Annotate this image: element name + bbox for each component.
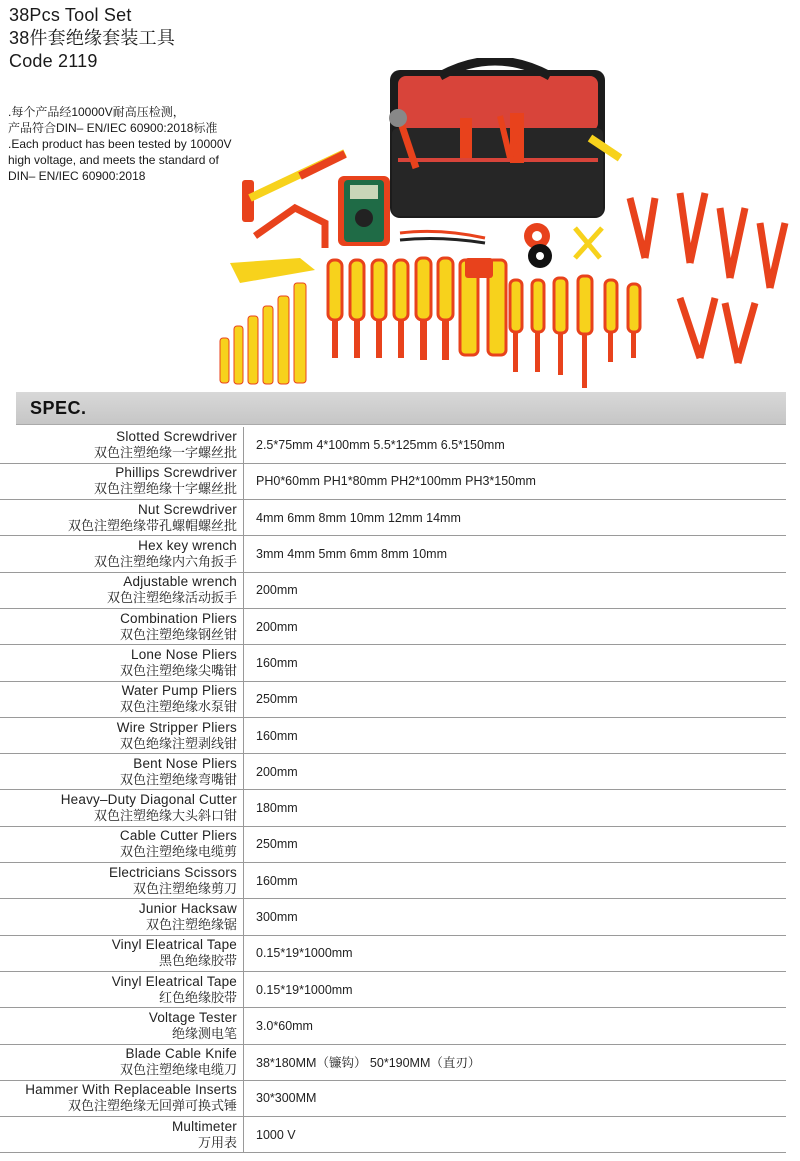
- spec-item-name-en: Multimeter: [171, 1118, 237, 1134]
- spec-row: [0, 608, 786, 644]
- spec-row: [0, 427, 786, 463]
- spec-item-name-en: Heavy–Duty Diagonal Cutter: [60, 792, 237, 808]
- spec-item-value: 3mm 4mm 5mm 6mm 8mm 10mm: [256, 547, 447, 562]
- spec-item-name-cn: 绝缘测电笔: [171, 1025, 237, 1041]
- spec-item-name-en: Lone Nose Pliers: [130, 646, 237, 662]
- spec-item-value: 160mm: [256, 873, 298, 888]
- spec-item-name-en: Voltage Tester: [148, 1009, 237, 1025]
- spec-item-name: [0, 899, 244, 935]
- spec-row: [0, 826, 786, 862]
- spec-item-name: [0, 754, 244, 790]
- spec-title: SPEC.: [30, 398, 87, 418]
- title-cn: 38件套绝缘套装工具: [9, 28, 176, 48]
- product-header: [9, 4, 175, 73]
- spec-item-name: [0, 1080, 244, 1116]
- spec-item-name-cn: 双色注塑绝缘活动扳手: [106, 590, 237, 606]
- spec-item-name-cn: 双色注塑绝缘尖嘴钳: [119, 662, 237, 678]
- note-line: 产品符合DIN– EN/IEC 60900:2018标准: [8, 121, 218, 135]
- spec-item-value: 30*300MM: [256, 1091, 317, 1106]
- spec-item-value: 0.15*19*1000mm: [256, 982, 353, 997]
- spec-header-bar: [16, 392, 786, 425]
- spec-item-name-cn: 双色注塑绝缘锯: [145, 917, 237, 932]
- spec-row: [0, 645, 786, 681]
- spec-row: [0, 863, 786, 899]
- spec-item-name-cn: 双色注塑绝缘钢丝钳: [119, 626, 237, 642]
- spec-item-value: 200mm: [256, 619, 298, 634]
- spec-row: [0, 971, 786, 1007]
- spec-item-name-cn: 双色注塑绝缘带孔螺帽螺丝批: [67, 517, 237, 533]
- pliers-illustration: [630, 193, 785, 288]
- spec-item-name-en: Phillips Screwdriver: [115, 465, 237, 481]
- spec-item-name-cn: 双色注塑绝缘弯嘴钳: [119, 771, 237, 787]
- spec-item-name: [0, 1117, 244, 1153]
- spec-item-name-en: Wire Stripper Pliers: [116, 719, 237, 735]
- spec-item-name: [0, 717, 244, 753]
- spec-item-name: [0, 971, 244, 1007]
- spec-item-name: [0, 863, 244, 899]
- spec-item-name: [0, 536, 244, 572]
- spec-item-value: 160mm: [256, 728, 298, 743]
- note-line: DIN– EN/IEC 60900:2018: [8, 169, 146, 183]
- spec-row: [0, 463, 786, 499]
- spec-row: [0, 536, 786, 572]
- spec-item-value: PH0*60mm PH1*80mm PH2*100mm PH3*150mm: [256, 474, 536, 489]
- spec-row: [0, 899, 786, 935]
- hex-keys-illustration: [220, 283, 306, 384]
- spec-item-name-cn: 双色绝缘注塑剥线钳: [119, 735, 237, 751]
- spec-item-name-cn: 万用表: [197, 1134, 237, 1150]
- spec-item-value: 200mm: [256, 583, 298, 598]
- spec-item-name-en: Adjustable wrench: [123, 574, 237, 590]
- spec-item-name-en: Water Pump Pliers: [121, 683, 237, 699]
- spec-item-name-en: Cable Cutter Pliers: [119, 828, 237, 844]
- spec-item-name-cn: 双色注塑绝缘电缆剪: [119, 844, 237, 860]
- spec-row: [0, 1044, 786, 1080]
- spec-item-value: 200mm: [256, 764, 298, 779]
- spec-item-name-cn: 红色绝缘胶带: [158, 989, 237, 1005]
- spec-item-name-en: Blade Cable Knife: [125, 1046, 237, 1062]
- spec-row: [0, 681, 786, 717]
- spec-item-name-en: Nut Screwdriver: [137, 501, 237, 517]
- spec-item-name: [0, 572, 244, 608]
- spec-item-value: 38*180MM（镰钩） 50*190MM（直刃）: [256, 1056, 481, 1071]
- spec-row: [0, 754, 786, 790]
- spec-table: [0, 427, 786, 1153]
- spec-item-name: [0, 463, 244, 499]
- spec-item-name-cn: 双色注塑绝缘内六角扳手: [93, 554, 237, 570]
- spec-item-value: 4mm 6mm 8mm 10mm 12mm 14mm: [256, 510, 461, 525]
- tool-set-photo: [210, 58, 800, 390]
- spec-item-name: [0, 427, 244, 463]
- spec-row: [0, 790, 786, 826]
- note-line: high voltage, and meets the standard of: [8, 153, 219, 167]
- spec-item-value: 3.0*60mm: [256, 1018, 313, 1033]
- spec-item-name-cn: 黑色绝缘胶带: [158, 953, 237, 969]
- spec-item-name: [0, 790, 244, 826]
- spec-item-name-cn: 双色注塑绝缘大头斜口钳: [93, 808, 237, 824]
- spec-item-name: [0, 500, 244, 536]
- spec-row: [0, 1080, 786, 1116]
- spec-item-name-en: Junior Hacksaw: [138, 901, 237, 916]
- spec-item-name-cn: 双色注塑绝缘剪刀: [132, 880, 237, 896]
- spec-item-value: 250mm: [256, 837, 298, 852]
- spec-item-value: 180mm: [256, 801, 298, 816]
- spec-item-name-en: Slotted Screwdriver: [116, 428, 237, 444]
- spec-item-name-cn: 双色注塑绝缘十字螺丝批: [93, 481, 237, 497]
- spec-item-name: [0, 681, 244, 717]
- spec-item-value: 300mm: [256, 910, 298, 924]
- title-en: 38Pcs Tool Set: [9, 5, 132, 25]
- spec-item-value: 2.5*75mm 4*100mm 5.5*125mm 6.5*150mm: [256, 437, 505, 452]
- spec-item-name: [0, 826, 244, 862]
- note-line: .Each product has been tested by 10000V: [8, 137, 232, 151]
- spec-item-value: 0.15*19*1000mm: [256, 946, 353, 961]
- spec-row: [0, 935, 786, 971]
- spec-item-name-en: Vinyl Eleatrical Tape: [111, 937, 237, 953]
- spec-item-name-cn: 双色注塑绝缘一字螺丝批: [93, 444, 237, 460]
- spec-item-name: [0, 1008, 244, 1044]
- spec-row: [0, 572, 786, 608]
- spec-item-value: 250mm: [256, 692, 298, 707]
- spec-item-name: [0, 935, 244, 971]
- spec-row: [0, 1008, 786, 1044]
- note-line: .每个产品经10000V耐高压检测，: [8, 105, 185, 119]
- spec-item-name: [0, 608, 244, 644]
- product-code: Code 2119: [9, 51, 98, 71]
- spec-row: [0, 1117, 786, 1153]
- spec-item-value: 1000 V: [256, 1127, 296, 1142]
- tool-bag-illustration: [390, 61, 605, 218]
- spec-item-name-en: Hammer With Replaceable Inserts: [25, 1082, 237, 1098]
- spec-item-name-en: Hex key wrench: [138, 538, 237, 554]
- spec-item-name: [0, 1044, 244, 1080]
- spec-item-name-cn: 双色注塑绝缘水泵钳: [119, 699, 237, 715]
- spec-item-name: [0, 645, 244, 681]
- spec-item-name-en: Electricians Scissors: [109, 864, 237, 880]
- spec-item-value: 160mm: [256, 655, 298, 670]
- spec-row: [0, 500, 786, 536]
- spec-item-name-en: Bent Nose Pliers: [133, 755, 237, 771]
- spec-table-body: [0, 427, 786, 1153]
- spec-item-name-cn: 双色注塑绝缘电缆刀: [119, 1062, 237, 1078]
- spec-item-name-en: Vinyl Eleatrical Tape: [111, 973, 237, 989]
- spec-item-name-cn: 双色注塑绝缘无回弹可换式锤: [67, 1098, 237, 1114]
- multimeter-illustration: [338, 176, 390, 246]
- spec-item-name-en: Combination Pliers: [120, 610, 237, 626]
- spec-row: [0, 717, 786, 753]
